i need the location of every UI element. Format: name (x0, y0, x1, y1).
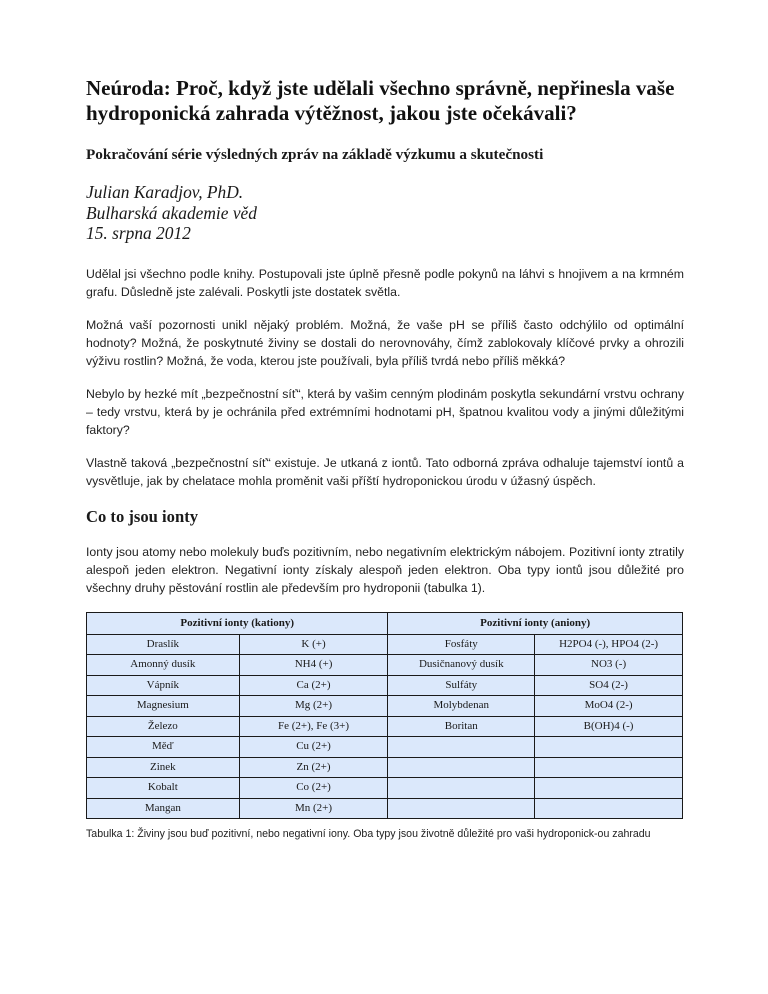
document-subtitle: Pokračování série výsledných zpráv na základě výzkumu a skutečnosti (86, 146, 544, 163)
paragraph-problems: Možná vaší pozornosti unikl nějaký problém. Možná, že vaše pH se příliš často odchýlilo od optimální hodnoty? Možná, že poskytnuté živiny se dostali do nerovnováhy, čímž zablokovaly klíčové prvky a ohrozili výživu rostlin? Možná, že voda, kterou jste používali, byla příliš tvrdá nebo příliš měkká? (86, 317, 684, 368)
cation-name-cell: Vápník (87, 675, 240, 696)
cation-formula-cell: Ca (2+) (239, 675, 388, 696)
paragraph-safety-net: Nebylo by hezké mít „bezpečnostní síť“, která by vašim cenným plodinám poskytla sekundární vrstvu ochrany – tedy vrstvu, která by je ochránila před extrémními hodnotami pH, špatnou kvalitou vody a jinými důležitými faktory? (86, 386, 684, 437)
document-page (86, 76, 684, 842)
table-header-row (87, 612, 683, 634)
table-row (87, 675, 683, 696)
anion-name-cell: Dusičnanový dusík (388, 655, 535, 676)
anion-formula-cell: NO3 (-) (535, 655, 683, 676)
table-row (87, 716, 683, 737)
anion-formula-cell: SO4 (2-) (535, 675, 683, 696)
cation-formula-cell: Cu (2+) (239, 737, 388, 758)
table-header-cations: Pozitivní ionty (kationy) (87, 612, 388, 634)
table-row (87, 737, 683, 758)
cation-name-cell: Draslík (87, 634, 240, 655)
anion-name-cell (388, 778, 535, 799)
paragraph-ions-definition: Ionty jsou atomy nebo molekuly buďs pozitivním, nebo negativním elektrickým nábojem. Pozitivní ionty ztratily alespoň jeden elektron. Negativní ionty získaly alespoň jeden elektron. Oba typy iontů jsou důležité pro všechny druhy pěstování rostlin ale především pro hydroponii (tabulka 1). (86, 544, 684, 595)
author-block (86, 182, 684, 244)
publication-date: 15. srpna 2012 (86, 223, 191, 243)
paragraph-ions-intro: Vlastně taková „bezpečnostní síť“ existuje. Je utkaná z iontů. Tato odborná zpráva odhaluje tajemství iontů a vysvětluje, jak by chelatace mohla proměnit vaši příští hydroponickou úrodu v úžasný úspěch. (86, 455, 684, 488)
anion-formula-cell (535, 778, 683, 799)
cation-formula-cell: Co (2+) (239, 778, 388, 799)
anion-formula-cell (535, 737, 683, 758)
anion-name-cell: Fosfáty (388, 634, 535, 655)
anion-name-cell (388, 737, 535, 758)
cation-formula-cell: Mg (2+) (239, 696, 388, 717)
cation-name-cell: Kobalt (87, 778, 240, 799)
document-title: Neúroda: Proč, když jste udělali všechno správně, nepřinesla vaše hydroponická zahrada výtěžnost, jakou jste očekávali? (86, 76, 675, 125)
anion-name-cell (388, 757, 535, 778)
cation-formula-cell: Fe (2+), Fe (3+) (239, 716, 388, 737)
cation-formula-cell: Zn (2+) (239, 757, 388, 778)
table-caption: Tabulka 1: Živiny jsou buď pozitivní, nebo negativní iony. Oba typy jsou životně důležité pro vaši hydroponick-ou zahradu (86, 828, 651, 840)
anion-name-cell: Boritan (388, 716, 535, 737)
table-row (87, 757, 683, 778)
anion-name-cell (388, 798, 535, 819)
cation-name-cell: Zinek (87, 757, 240, 778)
cation-name-cell: Mangan (87, 798, 240, 819)
author-name: Julian Karadjov, PhD. (86, 182, 244, 202)
cation-name-cell: Magnesium (87, 696, 240, 717)
table-row (87, 696, 683, 717)
paragraph-intro: Udělal jsi všechno podle knihy. Postupovali jste úplně přesně podle pokynů na láhvi s hnojivem a na krmném grafu. Důsledně jste zalévali. Poskytli jste dostatek světla. (86, 266, 684, 299)
cation-name-cell: Amonný dusík (87, 655, 240, 676)
table-row (87, 655, 683, 676)
cation-name-cell: Železo (87, 716, 240, 737)
cation-formula-cell: NH4 (+) (239, 655, 388, 676)
cation-formula-cell: K (+) (239, 634, 388, 655)
table-row (87, 778, 683, 799)
section-heading: Co to jsou ionty (86, 506, 199, 526)
anion-formula-cell (535, 798, 683, 819)
author-institution: Bulharská akademie věd (86, 202, 257, 223)
anion-formula-cell (535, 757, 683, 778)
anion-name-cell: Molybdenan (388, 696, 535, 717)
anion-formula-cell: B(OH)4 (-) (535, 716, 683, 737)
anion-name-cell: Sulfáty (388, 675, 535, 696)
anion-formula-cell: MoO4 (2-) (535, 696, 683, 717)
ions-table (86, 612, 683, 820)
table-row (87, 634, 683, 655)
table-row (87, 798, 683, 819)
cation-formula-cell: Mn (2+) (239, 798, 388, 819)
table-header-anions: Pozitivní ionty (aniony) (388, 612, 683, 634)
cation-name-cell: Měď (87, 737, 240, 758)
anion-formula-cell: H2PO4 (-), HPO4 (2-) (535, 634, 683, 655)
